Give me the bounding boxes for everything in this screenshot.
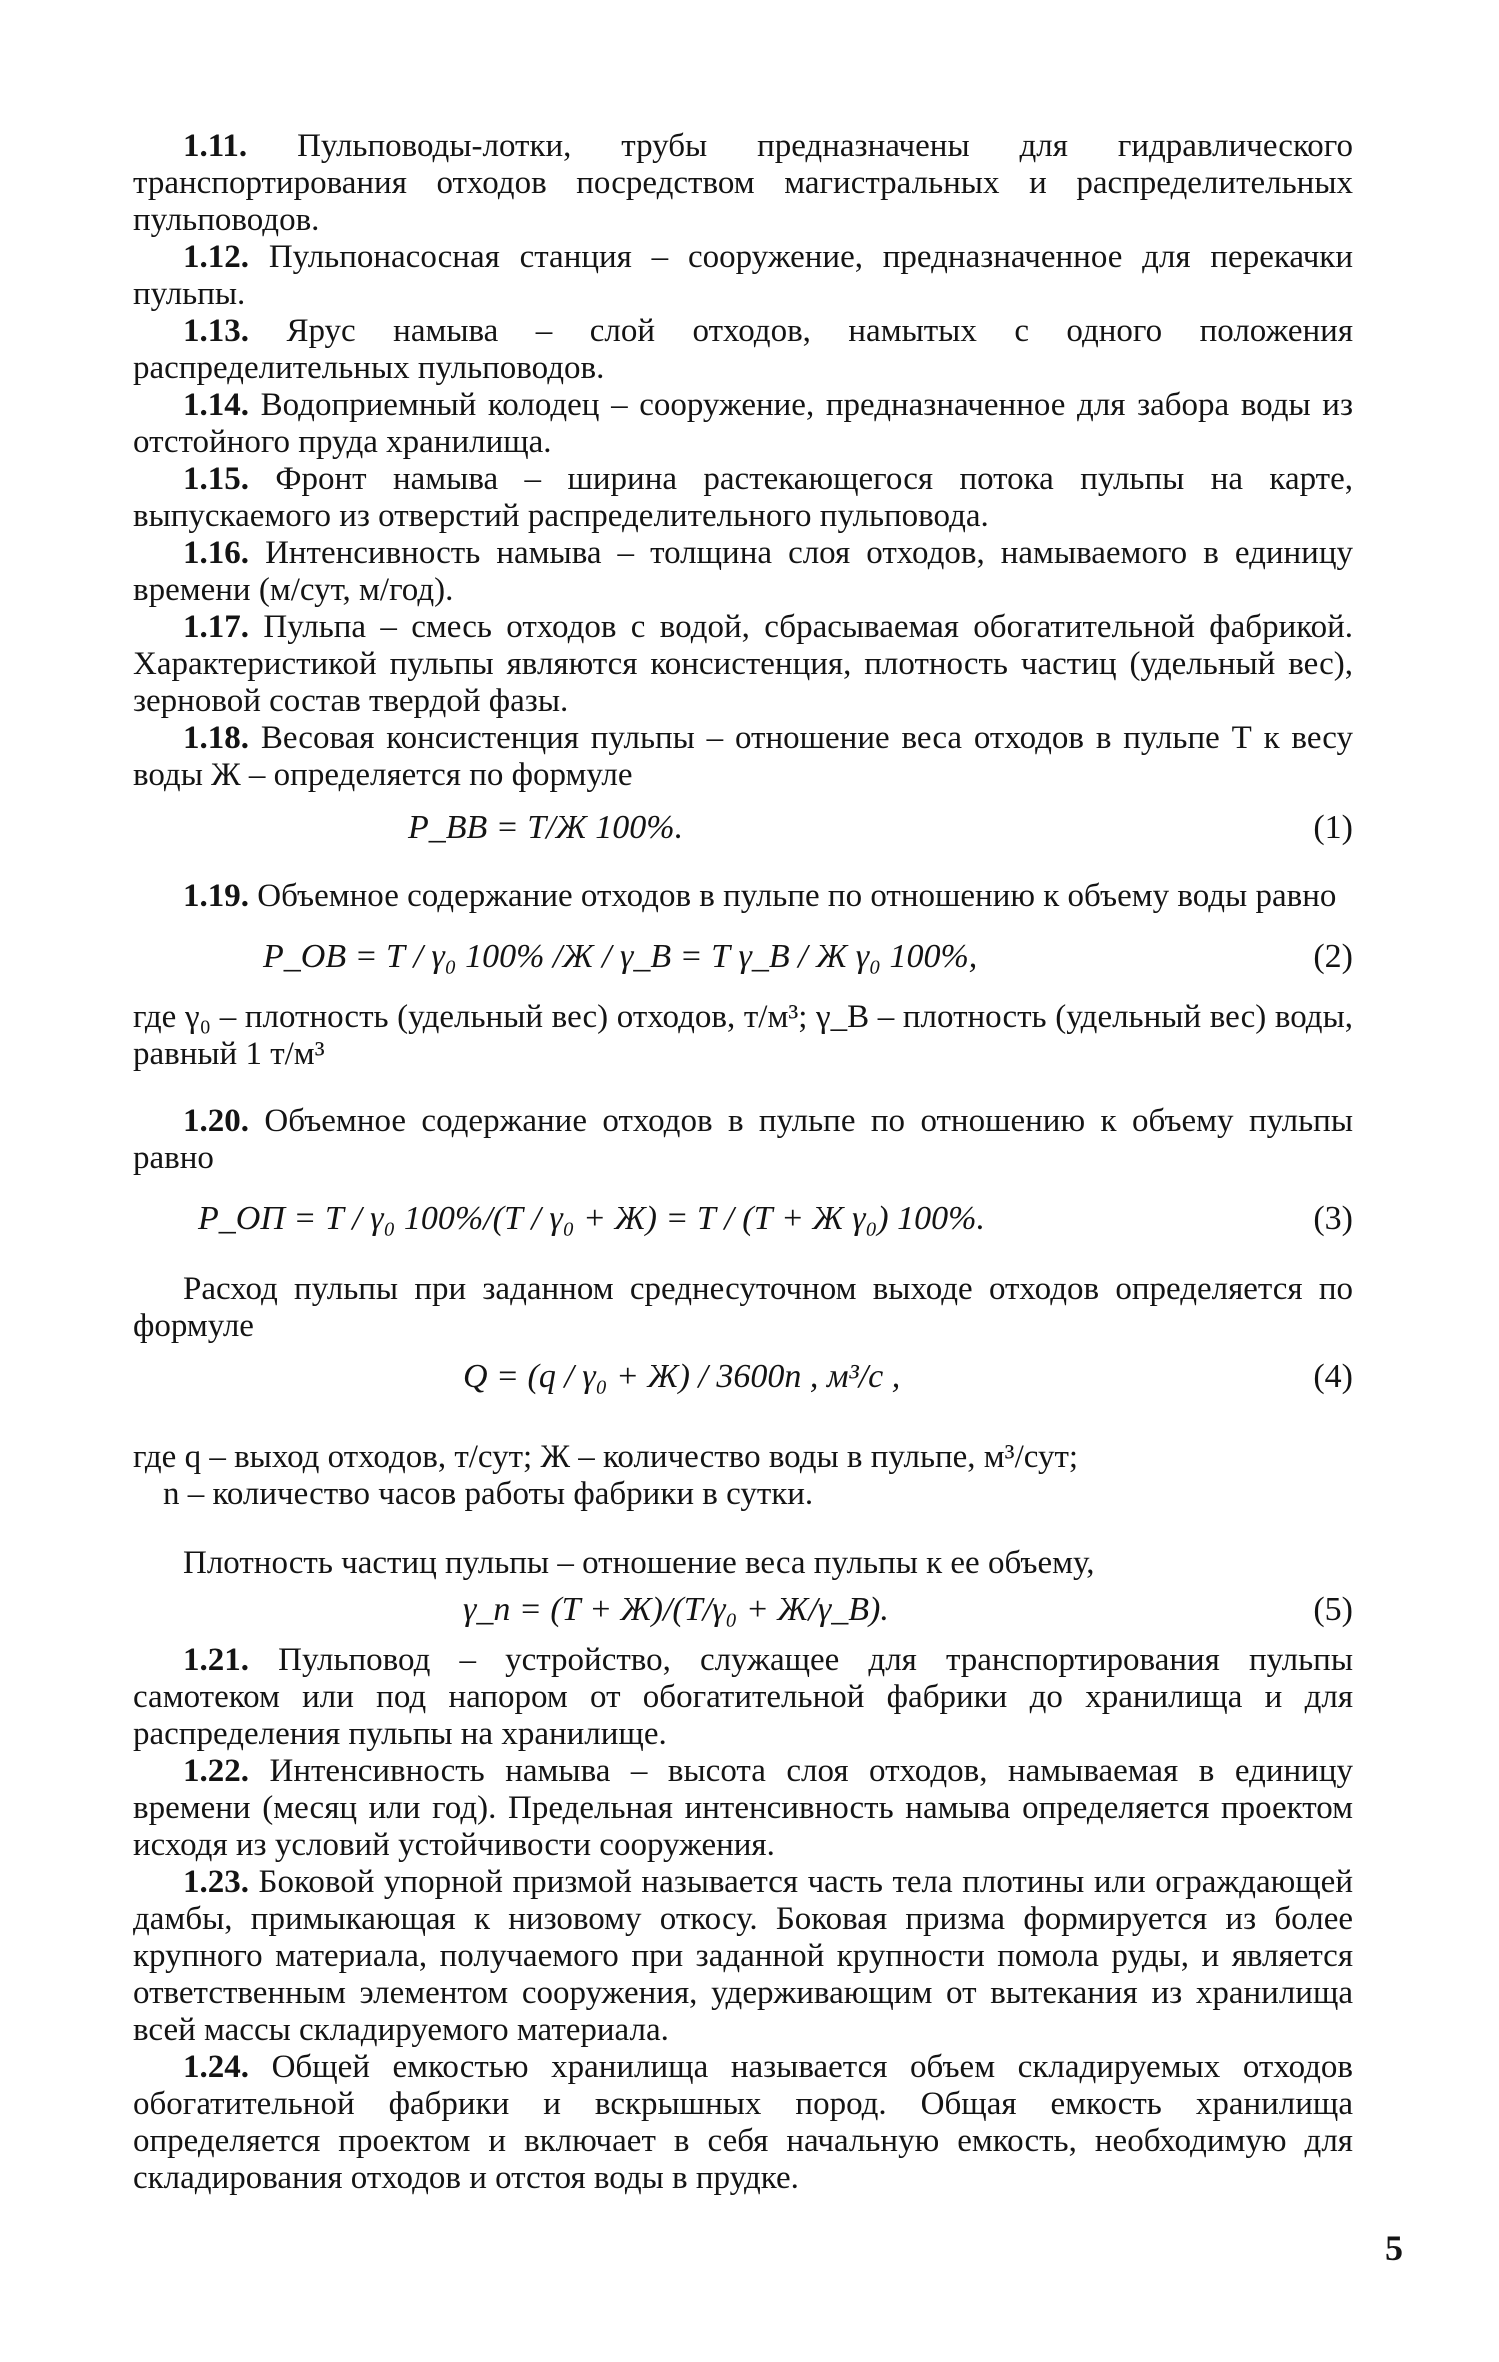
paragraph-1-23 xyxy=(133,1864,1353,2049)
paragraph-text: Водоприемный колодец – сооружение, предназначенное для забора воды из отстойного пруда хранилища. xyxy=(133,387,1354,460)
equation-number: (5) xyxy=(1313,1591,1353,1628)
formula-5 xyxy=(133,1582,1353,1638)
paragraph-number: 1.14. xyxy=(183,387,249,423)
paragraph-1-11 xyxy=(133,128,1353,239)
paragraph-text: Фронт намыва – ширина растекающегося потока пульпы на карте, выпускаемого из отверстий распределительного пульповода. xyxy=(133,461,1353,534)
paragraph-1-18 xyxy=(133,720,1353,794)
paragraph-1-12 xyxy=(133,239,1353,313)
paragraph-1-21 xyxy=(133,1642,1353,1753)
paragraph-number: 1.17. xyxy=(183,609,249,645)
equation-number: (4) xyxy=(1313,1358,1353,1395)
paragraph-1-20 xyxy=(133,1103,1353,1177)
paragraph-text: Весовая консистенция пульпы – отношение веса отходов в пульпе Т к весу воды Ж – определяется по формуле xyxy=(133,720,1354,793)
formula-4 xyxy=(133,1349,1353,1405)
paragraph-text: Объемное содержание отходов в пульпе по отношению к объему воды равно xyxy=(257,878,1337,914)
formula-expression: P_ОВ = Т / γ₀ 100% /Ж / γ_В = Т γ_В / Ж γ₀ 100%, xyxy=(263,938,978,975)
paragraph-number: 1.18. xyxy=(183,720,249,756)
paragraph-1-16 xyxy=(133,535,1353,609)
formula-expression: P_ОП = Т / γ₀ 100%/(Т / γ₀ + Ж) = Т / (Т + Ж γ₀) 100%. xyxy=(198,1200,985,1237)
paragraph-1-19 xyxy=(133,878,1353,915)
formula-1 xyxy=(133,800,1353,856)
paragraph-number: 1.12. xyxy=(183,239,249,275)
paragraph-1-24 xyxy=(133,2049,1353,2197)
paragraph-text: Пульповод – устройство, служащее для транспортирования пульпы самотеком или под напором от обогатительной фабрики до хранилища и для распределения пульпы на хранилище. xyxy=(133,1642,1354,1752)
formula-4-explanation-line-1: где q – выход отходов, т/сут; Ж – количество воды в пульпе, м³/сут; xyxy=(133,1439,1079,1475)
text-column xyxy=(133,0,1353,2197)
paragraph-text: Объемное содержание отходов в пульпе по отношению к объему пульпы равно xyxy=(133,1103,1354,1176)
formula-3 xyxy=(133,1191,1353,1247)
paragraph-1-15 xyxy=(133,461,1353,535)
formula-expression: P_ВВ = Т/Ж 100%. xyxy=(408,809,684,846)
page-number: 5 xyxy=(1385,2228,1403,2268)
formula-4-explanation-line-2: n – количество часов работы фабрики в сутки. xyxy=(163,1476,814,1512)
flow-rate-intro: Расход пульпы при заданном среднесуточном выходе отходов определяется по формуле xyxy=(133,1271,1353,1344)
paragraph-1-17 xyxy=(133,609,1353,720)
definitions-block-1 xyxy=(133,128,1353,794)
paragraph-text: Пульповоды-лотки, трубы предназначены для гидравлического транспортирования отходов посредством магистральных и распределительных пульповодов. xyxy=(133,128,1354,238)
paragraph-1-13 xyxy=(133,313,1353,387)
equation-number: (2) xyxy=(1313,938,1353,975)
formula-expression: γ_п = (Т + Ж)/(Т/γ₀ + Ж/γ_В). xyxy=(463,1591,889,1628)
paragraph-number: 1.15. xyxy=(183,461,249,497)
paragraph-number: 1.21. xyxy=(183,1642,249,1678)
paragraph-number: 1.24. xyxy=(183,2049,249,2085)
paragraph-1-14 xyxy=(133,387,1353,461)
paragraph-1-22 xyxy=(133,1753,1353,1864)
paragraph-number: 1.23. xyxy=(183,1864,249,1900)
paragraph-text: Интенсивность намыва – толщина слоя отходов, намываемого в единицу времени (м/сут, м/год). xyxy=(133,535,1353,608)
paragraph-number: 1.20. xyxy=(183,1103,249,1139)
paragraph-number: 1.13. xyxy=(183,313,249,349)
definitions-block-2 xyxy=(133,1642,1353,2197)
paragraph-number: 1.16. xyxy=(183,535,249,571)
formula-expression: Q = (q / γ₀ + Ж) / 3600n , м³/с , xyxy=(463,1358,901,1395)
formula-2-explanation: где γ₀ – плотность (удельный вес) отходов, т/м³; γ_В – плотность (удельный вес) воды, равный 1 т/м³ xyxy=(133,999,1353,1072)
paragraph-text: Пульпа – смесь отходов с водой, сбрасываемая обогатительной фабрикой. Характеристикой пульпы являются консистенция, плотность частиц (удельный вес), зерновой состав твердой фазы. xyxy=(133,609,1354,719)
paragraph-number: 1.19. xyxy=(183,878,249,914)
paragraph-number: 1.11. xyxy=(183,128,248,164)
paragraph-text: Боковой упорной призмой называется часть тела плотины или ограждающей дамбы, примыкающая к низовому откосу. Боковая призма формируется из более крупного материала, получаемого при заданной крупности помола руды, и является ответственным элементом сооружения, удерживающим от вытекания из хранилища всей массы складируемого материала. xyxy=(133,1864,1353,2048)
paragraph-text: Интенсивность намыва – высота слоя отходов, намываемая в единицу времени (месяц или год). Предельная интенсивность намыва определяется проектом исходя из условий устойчивости сооружения. xyxy=(133,1753,1353,1863)
density-intro: Плотность частиц пульпы – отношение веса пульпы к ее объему, xyxy=(183,1545,1095,1581)
paragraph-text: Пульпонасосная станция – сооружение, предназначенное для перекачки пульпы. xyxy=(133,239,1354,312)
equation-number: (3) xyxy=(1313,1200,1353,1237)
paragraph-text: Ярус намыва – слой отходов, намытых с одного положения распределительных пульповодов. xyxy=(133,313,1353,386)
equation-number: (1) xyxy=(1313,809,1353,846)
paragraph-number: 1.22. xyxy=(183,1753,249,1789)
paragraph-text: Общей емкостью хранилища называется объем складируемых отходов обогатительной фабрики и вскрышных пород. Общая емкость хранилища определяется проектом и включает в себя начальную емкость, необходимую для складирования отходов и отстоя воды в прудке. xyxy=(133,2049,1353,2196)
formula-2 xyxy=(133,929,1353,985)
